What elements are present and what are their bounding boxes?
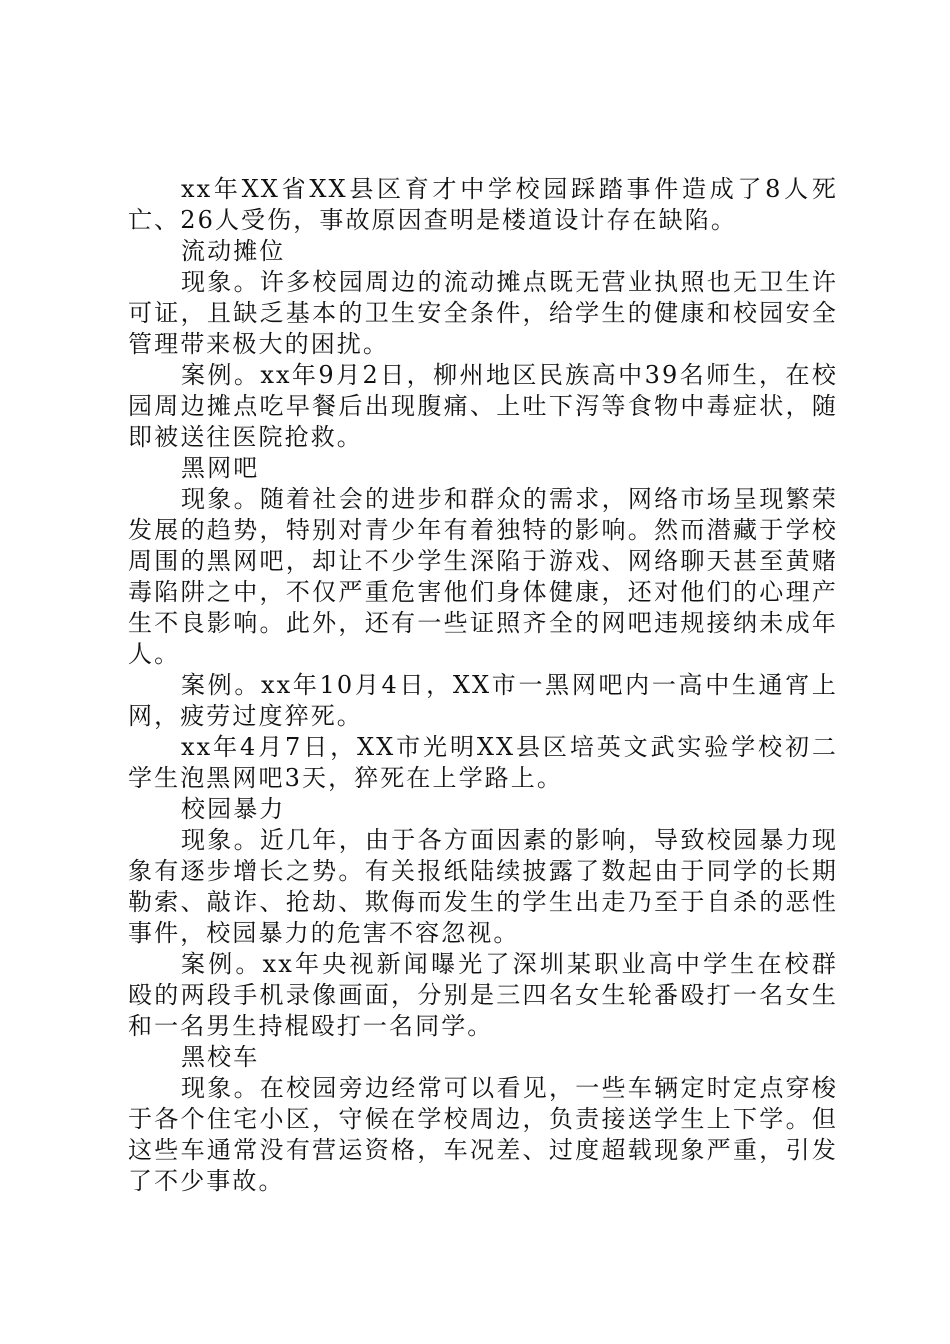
heading-campus-violence: 校园暴力 (181, 795, 286, 823)
paragraph-buses-phenomenon: 现象。在校园旁边经常可以看见，一些车辆定时定点穿梭于各个住宅小区，守候在学校周边，负责接送学生上下学。但这些车通常没有营运资格，车况差、过度超载现象严重，引发了不少事故。 (128, 1074, 838, 1195)
paragraph-cafes-case-2: xx年4月7日，XX市光明XX县区培英文武实验学校初二学生泡黑网吧3天，猝死在上学路上。 (128, 733, 838, 792)
paragraph-cafes-phenomenon: 现象。随着社会的进步和群众的需求，网络市场呈现繁荣发展的趋势，特别对青少年有着独特的影响。然而潜藏于学校周围的黑网吧，却让不少学生深陷于游戏、网络聊天甚至黄赌毒陷阱之中，不仅严重危害他们身体健康，还对他们的心理产生不良影响。此外，还有一些证照齐全的网吧违规接纳未成年人。 (128, 485, 838, 668)
paragraph-stampede-case: xx年XX省XX县区育才中学校园踩踏事件造成了8人死亡、26人受伤，事故原因查明是楼道设计存在缺陷。 (128, 175, 838, 234)
paragraph-violence-phenomenon: 现象。近几年，由于各方面因素的影响，导致校园暴力现象有逐步增长之势。有关报纸陆续披露了数起由于同学的长期勒索、敲诈、抢劫、欺侮而发生的学生出走乃至于自杀的恶性事件，校园暴力的危害不容忽视。 (128, 826, 838, 947)
paragraph-vendors-case: 案例。xx年9月2日，柳州地区民族高中39名师生，在校园周边摊点吃早餐后出现腹痛、上吐下泻等食物中毒症状，随即被送往医院抢救。 (128, 361, 838, 451)
heading-illegal-internet-cafes: 黑网吧 (181, 454, 260, 482)
heading-street-vendors: 流动摊位 (181, 237, 286, 265)
heading-illegal-school-buses: 黑校车 (181, 1043, 260, 1071)
paragraph-cafes-case-1: 案例。xx年10月4日，XX市一黑网吧内一高中生通宵上网，疲劳过度猝死。 (128, 671, 838, 730)
document-body (128, 174, 838, 1197)
paragraph-vendors-phenomenon: 现象。许多校园周边的流动摊点既无营业执照也无卫生许可证，且缺乏基本的卫生安全条件，给学生的健康和校园安全管理带来极大的困扰。 (128, 268, 838, 358)
paragraph-violence-case: 案例。xx年央视新闻曝光了深圳某职业高中学生在校群殴的两段手机录像画面，分别是三四名女生轮番殴打一名女生和一名男生持棍殴打一名同学。 (128, 950, 838, 1040)
